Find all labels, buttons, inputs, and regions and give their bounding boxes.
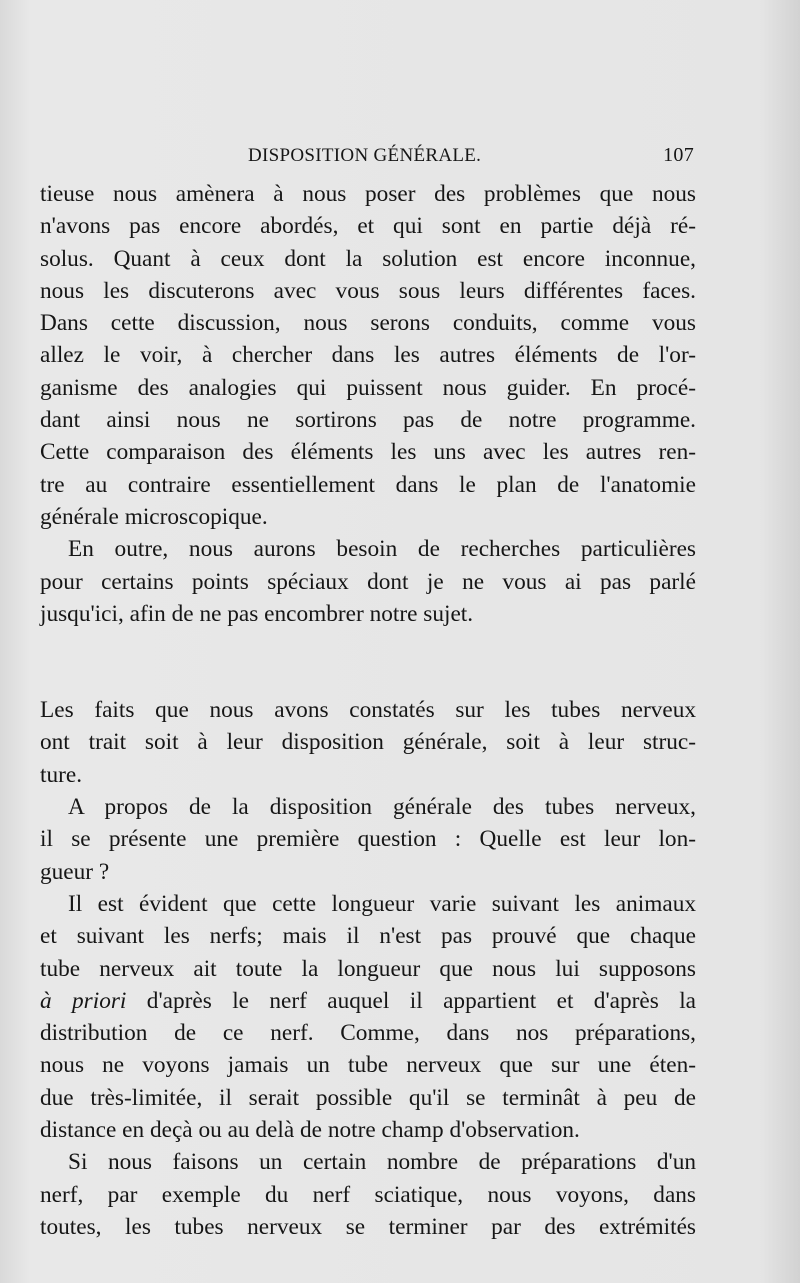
text-line: Il est évident que cette longueur varie suivant les animaux — [68, 890, 696, 917]
paragraph-5 — [40, 888, 696, 1146]
text-line: gueur ? — [40, 858, 110, 885]
text-line: distribution de ce nerf. Comme, dans nos préparations, — [40, 1020, 696, 1047]
section-gap — [40, 630, 696, 694]
text-line: Les faits que nous avons constatés sur les tubes nerveux — [40, 697, 696, 724]
text-line: jusqu'ici, afin de ne pas encombrer notre sujet. — [40, 600, 474, 627]
text-line: ture. — [40, 761, 83, 788]
running-title: DISPOSITION GÉNÉRALE. — [248, 145, 482, 166]
text-line: solus. Quant à ceux dont la solution est encore inconnue, — [40, 245, 696, 272]
text-line: ont trait soit à leur disposition générale, soit à leur struc- — [40, 729, 696, 756]
paragraph-1 — [40, 178, 696, 533]
text-line: générale microscopique. — [40, 503, 268, 530]
text-line: ganisme des analogies qui puissent nous guider. En procé- — [40, 374, 696, 401]
text-line: n'avons pas encore abordés, et qui sont en partie déjà ré- — [40, 213, 696, 240]
page-number: 107 — [663, 144, 694, 166]
paragraph-4 — [40, 791, 696, 888]
page-header — [248, 144, 694, 174]
text-line: Si nous faisons un certain nombre de préparations d'un — [68, 1149, 696, 1176]
text-line: tieuse nous amènera à nous poser des problèmes que nous — [40, 181, 696, 207]
text-line: dant ainsi nous ne sortirons pas de notre programme. — [40, 407, 696, 434]
text-line: toutes, les tubes nerveux se terminer par des extrémités — [40, 1213, 696, 1240]
text-line: nerf, par exemple du nerf sciatique, nous voyons, dans — [40, 1181, 696, 1208]
text-line: tre au contraire essentiellement dans le plan de l'anatomie — [40, 471, 696, 498]
text-line: A propos de la disposition générale des tubes nerveux, — [68, 794, 696, 821]
text-line: allez le voir, à chercher dans les autres éléments de l'or- — [40, 342, 696, 369]
paragraph-6 — [40, 1146, 696, 1243]
text-line-with-italic — [40, 985, 696, 1017]
text-line: nous les discuterons avec vous sous leurs différentes faces. — [40, 277, 696, 304]
text-line: Cette comparaison des éléments les uns avec les autres ren- — [40, 439, 696, 466]
text-line: Dans cette discussion, nous serons conduits, comme vous — [40, 310, 696, 337]
italic-term: à priori — [40, 987, 127, 1014]
paragraph-3 — [40, 694, 696, 791]
text-line: et suivant les nerfs; mais il n'est pas prouvé que chaque — [40, 923, 696, 950]
page-body — [40, 178, 696, 1243]
text-line: il se présente une première question : Quelle est leur lon- — [40, 826, 696, 853]
text-line: pour certains points spéciaux dont je ne vous ai pas parlé — [40, 568, 696, 595]
text-line: nous ne voyons jamais un tube nerveux que sur une éten- — [40, 1052, 696, 1079]
text-line: distance en deçà ou au delà de notre champ d'observation. — [40, 1117, 580, 1144]
paragraph-2 — [40, 533, 696, 630]
text-line: tube nerveux ait toute la longueur que nous lui supposons — [40, 955, 696, 982]
text-line: due très-limitée, il serait possible qu'il se terminât à peu de — [40, 1084, 696, 1111]
text-fragment: d'après le nerf auquel il appartient et d'après la — [126, 987, 697, 1014]
text-line: En outre, nous aurons besoin de recherches particulières — [68, 536, 696, 563]
